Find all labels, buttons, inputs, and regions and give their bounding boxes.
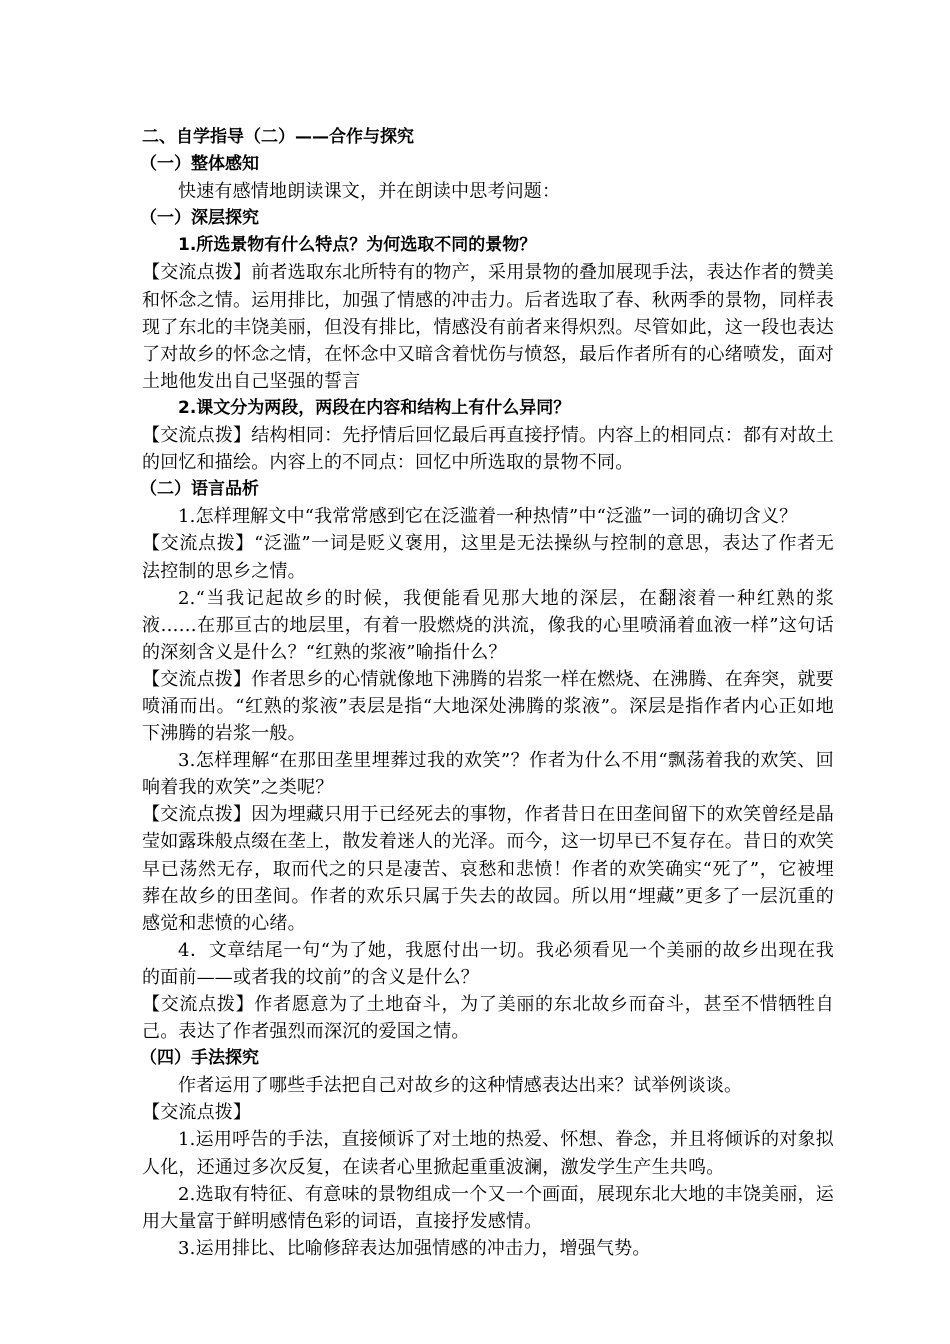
section-title: 二、自学指导（二）——合作与探究 — [142, 127, 414, 147]
deep-question-1: 1.所选景物有什么特点？为何选取不同的景物？ — [178, 235, 537, 256]
heading-language-analysis: （二）语言品析 — [140, 479, 259, 500]
deep-answer-1: 【交流点拨】前者选取东北所特有的物产，采用景物的叠加展现手法，表达作者的赞美和怀念之情。运用排比，加强了情感的冲击力。后者选取了春、秋两季的景物，同样表现了东北的丰饶美丽，但没有排比，情感没有前者来得炽烈。尽管如此，这一段也表达了对故乡的怀念之情，在怀念中又暗含着忧伤与愤怒，最后作者所有的心绪喷发，面对土地他发出自己坚强的誓言 — [142, 262, 834, 392]
technique-point-2: 2.选取有特征、有意味的景物组成一个又一个画面，展现东北大地的丰饶美丽，运用大量富于鲜明感情色彩的词语，直接抒发感情。 — [142, 1183, 834, 1232]
overall-perception-text: 快速有感情地朗读课文，并在朗读中思考问题： — [178, 181, 561, 203]
language-answer-2: 【交流点拨】作者思乡的心情就像地下沸腾的岩浆一样在燃烧、在沸腾、在奔突，就要喷涌而出。“红熟的浆液”表层是指“大地深处沸腾的浆液”。深层是指作者内心正如地下沸腾的岩浆一般。 — [142, 668, 834, 745]
language-answer-1: 【交流点拨】“泛滥”一词是贬义褒用，这里是无法操纵与控制的意思，表达了作者无法控制的思乡之情。 — [142, 533, 834, 582]
document-page — [142, 124, 834, 1262]
technique-label: 【交流点拨】 — [142, 1102, 252, 1124]
language-answer-3: 【交流点拨】因为埋藏只用于已经死去的事物，作者昔日在田垄间留下的欢笑曾经是晶莹如露珠般点缀在垄上，散发着迷人的光泽。而今，这一切早已不复存在。昔日的欢笑早已荡然无存，取而代之的只是凄苦、哀愁和悲愤！作者的欢笑确实“死了”，它被埋葬在故乡的田垄间。作者的欢乐只属于失去的故园。所以用“埋藏”更多了一层沉重的感觉和悲愤的心绪。 — [142, 804, 834, 934]
language-question-3: 3.怎样理解“在那田垄里埋葬过我的欢笑”？作者为什么不用“飘荡着我的欢笑、回响着我的欢笑”之类呢？ — [142, 750, 834, 799]
technique-point-1: 1.运用呼告的手法，直接倾诉了对土地的热爱、怀想、眷念，并且将倾诉的对象拟人化，还通过多次反复，在读者心里掀起重重波澜，激发学生产生共鸣。 — [142, 1129, 834, 1178]
deep-answer-2: 【交流点拨】结构相同：先抒情后回忆最后再直接抒情。内容上的相同点：都有对故土的回忆和描绘。内容上的不同点：回忆中所选取的景物不同。 — [142, 425, 834, 474]
language-question-1: 1.怎样理解文中“我常常感到它在泛滥着一种热情”中“泛滥”一词的确切含义？ — [178, 506, 798, 528]
technique-point-3: 3.运用排比、比喻修辞表达加强情感的冲击力，增强气势。 — [178, 1237, 651, 1259]
heading-deep-exploration: （一）深层探究 — [140, 208, 259, 229]
language-question-4: 4．文章结尾一句“为了她，我愿付出一切。我必须看见一个美丽的故乡出现在我的面前——或者我的坟前”的含义是什么？ — [142, 939, 834, 988]
deep-question-2: 2.课文分为两段，两段在内容和结构上有什么异同？ — [178, 397, 571, 418]
language-question-2: 2.“当我记起故乡的时候，我便能看见那大地的深层，在翻滚着一种红熟的浆液……在那亘古的地层里，有着一股燃烧的洪流，像我的心里喷涌着血液一样”这句话的深刻含义是什么？“红熟的浆液”喻指什么？ — [142, 587, 834, 663]
technique-prompt: 作者运用了哪些手法把自己对故乡的这种情感表达出来？试举例谈谈。 — [178, 1075, 743, 1097]
heading-technique-exploration: （四）手法探究 — [140, 1048, 259, 1069]
language-answer-4: 【交流点拨】作者愿意为了土地奋斗，为了美丽的东北故乡而奋斗，甚至不惜牺牲自己。表达了作者强烈而深沉的爱国之情。 — [142, 994, 834, 1043]
heading-overall-perception: （一）整体感知 — [140, 154, 259, 175]
